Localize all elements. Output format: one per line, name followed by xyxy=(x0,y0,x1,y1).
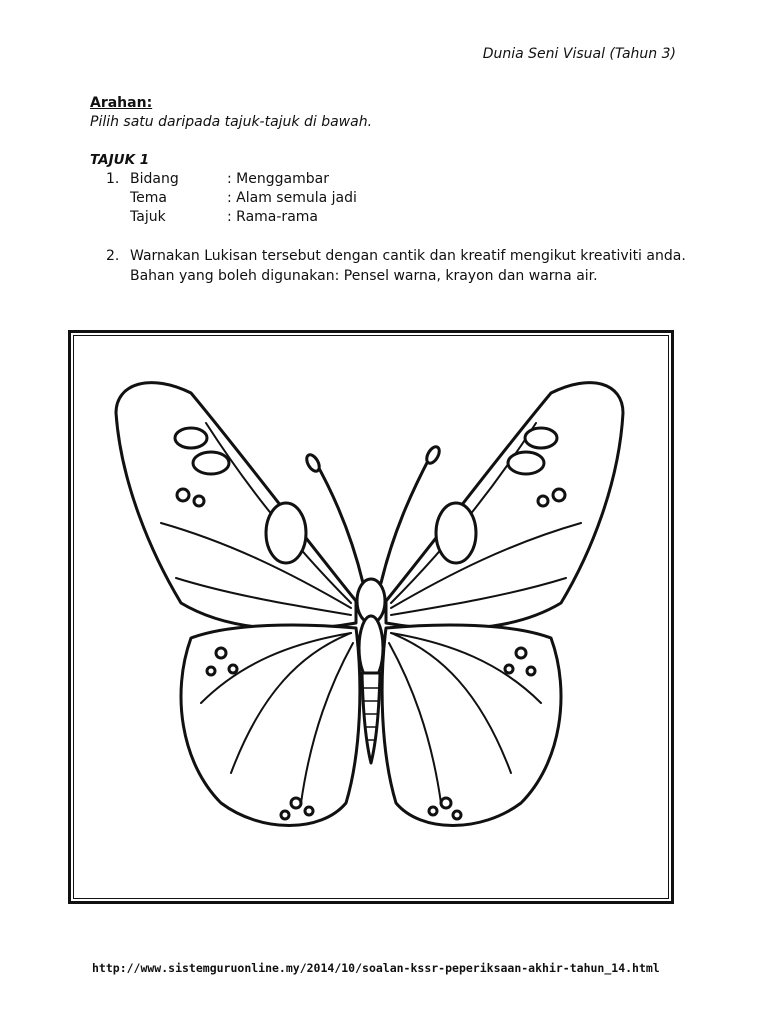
topic-row-tema xyxy=(106,189,357,208)
list-number xyxy=(106,189,130,208)
list-number xyxy=(106,208,130,227)
instructions-title: Arahan: xyxy=(90,95,153,111)
item-2-text: Warnakan Lukisan tersebut dengan cantik dan kreatif mengikut kreativiti anda. Bahan yang boleh digunakan: Pensel warna, krayon dan warna air. xyxy=(130,248,686,284)
row-value: : Alam semula jadi xyxy=(227,190,357,206)
instructions xyxy=(90,94,372,132)
list-number: 2. xyxy=(106,248,120,264)
topic-row-tajuk xyxy=(106,208,357,227)
row-value: : Menggambar xyxy=(227,171,329,187)
illustration-frame xyxy=(68,330,674,904)
row-value: : Rama-rama xyxy=(227,209,318,225)
topic-detail-list xyxy=(106,170,357,227)
row-label: Bidang xyxy=(130,171,179,187)
topic-title: TAJUK 1 xyxy=(90,152,150,168)
source-url: http://www.sistemguruonline.my/2014/10/soalan-kssr-peperiksaan-akhir-tahun_14.html xyxy=(92,961,660,975)
list-number: 1. xyxy=(106,171,120,187)
instructions-text: Pilih satu daripada tajuk-tajuk di bawah. xyxy=(90,114,373,130)
row-label: Tema xyxy=(130,190,168,206)
butterfly-illustration xyxy=(71,333,671,901)
worksheet-header: Dunia Seni Visual (Tahun 3) xyxy=(482,46,676,62)
instruction-item-2 xyxy=(106,246,706,286)
topic-row-bidang xyxy=(106,170,357,189)
row-label: Tajuk xyxy=(130,209,166,225)
